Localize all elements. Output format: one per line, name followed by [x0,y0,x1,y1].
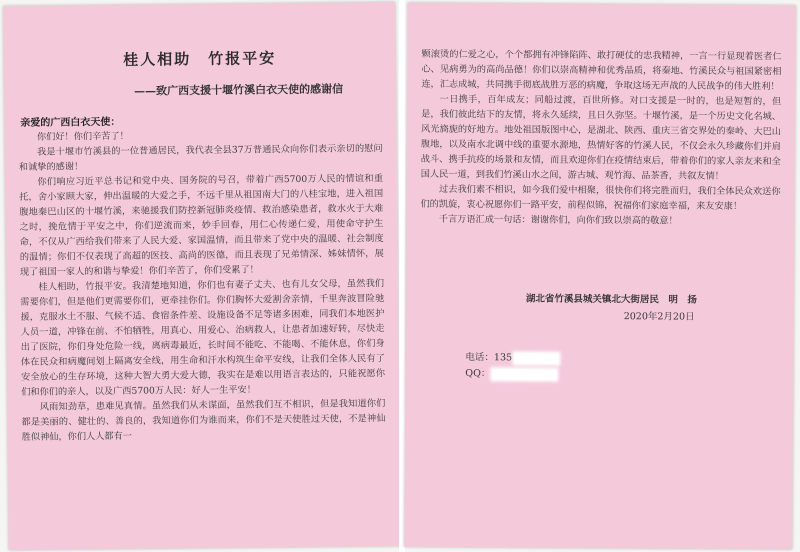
qq-label: QQ： [465,368,491,380]
paragraph: 我是十堰市竹溪县的一位普通居民，我代表全县37万普通民众向你们表示亲切的慰问和诚挚的感谢！ [18,143,383,173]
paragraph: 一日携手，百年成友；同船过渡，百世所修。对口支援是一时的，也是短暂的，但是，我们彼此结下的友情，将永久延续，且日久弥坚。十堰竹溪，是一个历史文化名城、风光旖旎的好地方。地处祖国版图中心，是湖北、陕西、重庆三省交界处的秦岭、大巴山腹地，以及南水北调中线的重要水源地，热情好客的竹溪人民，不仅会永久珍藏你们并肩战斗、携手抗疫的场景和友情，而且欢迎你们在疫情结束后，带着你们的家人亲友来和全国人民一道，到我们竹溪山水之间，游古城、观竹海、品茶香，共叙友情！ [420,93,782,182]
paragraph: 你们响应习近平总书记和党中央、国务院的号召，带着广西5700万人民的情谊和重托，舍小家顾大家，伸出温暖的大爱之手，不远千里从祖国南大门的八桂宝地，进入祖国腹地秦巴山区的十堰竹溪，来驰援我们防控新冠肺炎疫情、救治感染患者，救水火于大难之时，挽危情于平安之中，你们逆流而来，妙手回春，用仁心传递仁爱，用使命守护生命，不仅从广西给我们带来了人民大爱、家国温情，而且带来了党中央的温暖、社会制度的温情；你们不仅表现了高超的医技、高尚的医德，而且表现了兄弟情深、姊妹情怀，展现了祖国一家人的和谐与挚爱！你们辛苦了，你们受累了！ [19,173,384,278]
letter-date: 2020年2月20日 [623,311,695,323]
redaction-mark [514,353,558,363]
letter-page-left [3,2,401,550]
qq-contact [465,365,556,380]
paragraph: 颗滚烫的仁爱之心，个个都拥有冲锋陷阵、敢打硬仗的忠我精神，一言一行显现着医者仁心、见病勇为的高尚品德！你们以崇高精神和优秀品质，将秦地、竹溪民众与祖国紧密相连，汇志成城，共同携手彻底战胜万恶的病魔，争取这场无声战的人民战争的伟大胜利！ [421,48,782,93]
letter-page-right [404,3,796,550]
phone-contact [465,349,558,364]
phone-label: 电话：135 [465,352,513,364]
signature: 湖北省竹溪县城关镇北大街居民 明 扬 [525,293,697,306]
letter-body-right [420,47,781,230]
paragraph: 风雨知劲草，患难见真情。虽然我们从未谋面，虽然我们互不相识，但是我知道你们都是美丽的、健壮的、善良的，我知道你们为谁而来，你们不是天使胜过天使，不是神仙胜似神仙，你们人人都有一 [21,398,386,443]
salutation: 亲爱的广西白衣天使： [20,116,121,129]
paragraph: 过去我们素不相识，如今我们爱中相聚，很快你们将完胜而归，我们全体民众欢送你们的凯旋，衷心祝愿你们一路平安，前程似锦，祝福你们家庭幸福，来友安康！ [420,183,781,212]
paragraph: 桂人相助，竹报平安。我清楚地知道，你们也有妻子丈夫、也有儿女父母，虽然我们需要你们，但是他们更需要你们，更牵挂你们。你们胸怀大爱割舍亲情，千里奔波冒险驰援，克服水土不服、气候不适、食宿条件差、设施设备不足等诸多困难，同我们本地医护人员一道，冲锋在前、不怕牺牲，用真心、用爱心、治病救人，让患者加速好转，尽快走出了医院，你们身处危险一线，离病毒最近，长时间不能吃、不能喝、不能休息，你们身体在民众和病魔间划上隔离安全线，用生命和汗水构筑生命平安线，让我们全体人民有了安全放心的生存环境，这种大智大勇大爱大德，我实在是难以用语言表达的，只能祝愿你们和你们的亲人，以及广西5700万人民：好人一生平安！ [20,278,386,398]
letter-subtitle: ——致广西支援十堰竹溪白衣天使的感谢信 [133,82,344,98]
redaction-mark [492,369,556,379]
paragraph: 千言万语汇成一句话：谢谢你们，向你们致以崇高的敬意！ [438,213,678,227]
letter-body-left [18,126,386,540]
letter-title: 桂人相助 竹报平安 [123,49,277,69]
paragraph: 你们好！你们辛苦了！ [36,130,129,143]
